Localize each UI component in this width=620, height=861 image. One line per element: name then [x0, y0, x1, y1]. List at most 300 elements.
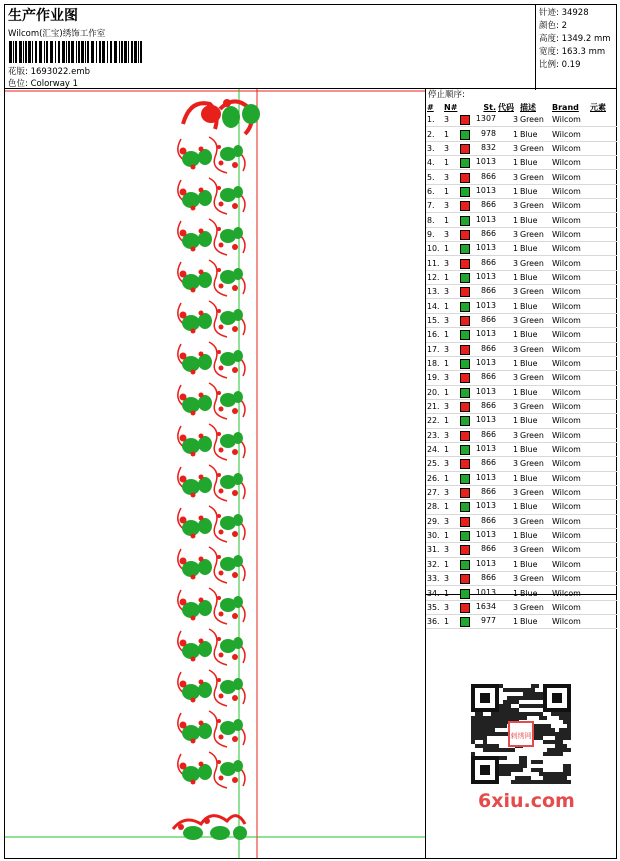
qr-module	[531, 692, 535, 696]
qr-module	[527, 692, 531, 696]
row-description: Green	[519, 113, 551, 127]
row-brand: Wilcom	[551, 586, 589, 600]
qr-module	[563, 716, 567, 720]
table-row	[426, 543, 617, 557]
row-brand: Wilcom	[551, 170, 589, 184]
qr-module	[503, 748, 507, 752]
row-stitch-count: 1013	[475, 587, 496, 597]
qr-module	[511, 688, 515, 692]
qr-module	[547, 780, 551, 784]
barcode-bar	[23, 41, 24, 63]
row-stitch-count: 866	[480, 487, 496, 497]
col-header-element: 元素	[590, 102, 606, 112]
thread-color-swatch	[460, 488, 470, 498]
row-element	[589, 615, 617, 629]
barcode-bar	[85, 41, 86, 63]
barcode-bar	[128, 41, 129, 63]
qr-module	[539, 772, 543, 776]
floral-motif	[178, 137, 245, 173]
thread-color-swatch	[460, 517, 470, 527]
qr-finder-center	[480, 693, 490, 703]
qr-module	[551, 740, 555, 744]
qr-module	[543, 732, 547, 736]
row-description: Green	[519, 485, 551, 499]
row-index: 3.	[426, 141, 443, 155]
qr-module	[559, 748, 563, 752]
qr-module	[523, 692, 527, 696]
row-needle: 3	[443, 170, 459, 184]
qr-finder-center	[480, 765, 490, 775]
col-header-code: 代码	[498, 102, 514, 112]
row-element	[589, 399, 617, 413]
row-brand: Wilcom	[551, 371, 589, 385]
row-needle: 3	[443, 485, 459, 499]
qr-module	[535, 684, 539, 688]
qr-module	[563, 732, 567, 736]
bottom-border-motif	[173, 816, 247, 840]
qr-module	[487, 728, 491, 732]
qr-module	[543, 740, 547, 744]
row-needle: 1	[443, 414, 459, 428]
row-description: Green	[519, 543, 551, 557]
row-index: 27.	[426, 485, 443, 499]
qr-module	[511, 708, 515, 712]
row-needle: 1	[443, 356, 459, 370]
row-stitch-count: 866	[480, 200, 496, 210]
qr-module	[531, 712, 535, 716]
qr-module	[519, 716, 523, 720]
stitch-count: 针迹: 34928	[539, 8, 589, 18]
row-element	[589, 572, 617, 586]
qr-module	[523, 756, 527, 760]
qr-module	[507, 708, 511, 712]
qr-module	[499, 756, 503, 760]
barcode-bar	[13, 41, 14, 63]
qr-module	[499, 684, 503, 688]
row-brand: Wilcom	[551, 199, 589, 213]
row-element	[589, 156, 617, 170]
qr-module	[559, 752, 563, 756]
row-code: 3	[497, 170, 519, 184]
thread-color-swatch	[460, 345, 470, 355]
qr-module	[523, 776, 527, 780]
row-needle: 1	[443, 270, 459, 284]
qr-module	[499, 708, 503, 712]
qr-module	[491, 724, 495, 728]
row-stitch-count: 866	[480, 314, 496, 324]
qr-module	[503, 756, 507, 760]
qr-module	[551, 752, 555, 756]
row-code: 3	[497, 285, 519, 299]
row-description: Green	[519, 313, 551, 327]
qr-module	[507, 712, 511, 716]
row-code: 1	[497, 500, 519, 514]
barcode-bar	[55, 41, 56, 63]
row-stitches	[459, 485, 497, 499]
thread-color-swatch	[460, 302, 470, 312]
row-code: 1	[497, 127, 519, 141]
qr-module	[503, 764, 507, 768]
qr-module	[479, 732, 483, 736]
row-description: Blue	[519, 270, 551, 284]
table-row	[426, 485, 617, 499]
thread-color-swatch	[460, 287, 470, 297]
qr-module	[543, 728, 547, 732]
qr-module	[487, 720, 491, 724]
qr-module	[519, 704, 523, 708]
qr-module	[535, 732, 539, 736]
row-brand: Wilcom	[551, 543, 589, 557]
qr-module	[523, 760, 527, 764]
qr-module	[491, 732, 495, 736]
row-stitch-count: 1013	[475, 157, 496, 167]
row-description: Green	[519, 457, 551, 471]
row-brand: Wilcom	[551, 227, 589, 241]
qr-module	[559, 744, 563, 748]
qr-module	[535, 768, 539, 772]
row-brand: Wilcom	[551, 328, 589, 342]
qr-module	[499, 716, 503, 720]
qr-module	[539, 760, 543, 764]
row-stitch-count: 866	[480, 286, 496, 296]
row-index: 16.	[426, 328, 443, 342]
row-element	[589, 127, 617, 141]
barcode-bar	[71, 41, 74, 63]
row-description: Blue	[519, 442, 551, 456]
qr-module	[555, 748, 559, 752]
qr-module	[499, 748, 503, 752]
thread-color-swatch	[460, 431, 470, 441]
row-code: 1	[497, 242, 519, 256]
row-brand: Wilcom	[551, 485, 589, 499]
qr-module	[531, 696, 535, 700]
qr-module	[519, 776, 523, 780]
row-brand: Wilcom	[551, 285, 589, 299]
thread-color-swatch	[460, 173, 470, 183]
row-element	[589, 256, 617, 270]
qr-module	[471, 724, 475, 728]
qr-module	[563, 736, 567, 740]
row-element	[589, 313, 617, 327]
qr-module	[567, 768, 571, 772]
floral-motif	[178, 342, 245, 378]
qr-module	[527, 688, 531, 692]
col-header-brand: Brand	[552, 102, 579, 112]
row-element	[589, 428, 617, 442]
qr-module	[551, 772, 555, 776]
row-index: 11.	[426, 256, 443, 270]
qr-module	[547, 752, 551, 756]
row-element	[589, 141, 617, 155]
qr-module	[535, 760, 539, 764]
qr-module	[515, 696, 519, 700]
row-stitches	[459, 299, 497, 313]
row-brand: Wilcom	[551, 156, 589, 170]
qr-module	[555, 752, 559, 756]
barcode-bar	[140, 41, 142, 63]
row-code: 3	[497, 256, 519, 270]
qr-module	[487, 716, 491, 720]
row-stitch-count: 1013	[475, 358, 496, 368]
qr-module	[475, 728, 479, 732]
qr-module	[519, 760, 523, 764]
qr-module	[559, 728, 563, 732]
row-stitch-count: 832	[480, 142, 496, 152]
qr-module	[567, 728, 571, 732]
table-row	[426, 270, 617, 284]
qr-module	[567, 724, 571, 728]
row-stitches	[459, 514, 497, 528]
qr-module	[567, 716, 571, 720]
qr-module	[479, 744, 483, 748]
qr-module	[531, 704, 535, 708]
row-index: 24.	[426, 442, 443, 456]
thread-color-swatch	[460, 459, 470, 469]
qr-module	[507, 716, 511, 720]
table-row	[426, 342, 617, 356]
barcode-bar	[78, 41, 80, 63]
thread-color-swatch	[460, 373, 470, 383]
row-needle: 1	[443, 615, 459, 629]
barcode-bar	[99, 41, 101, 63]
qr-module	[519, 712, 523, 716]
qr-module	[495, 748, 499, 752]
row-needle: 1	[443, 328, 459, 342]
table-row	[426, 328, 617, 342]
row-element	[589, 457, 617, 471]
qr-module	[527, 696, 531, 700]
qr-module	[515, 716, 519, 720]
row-description: Green	[519, 572, 551, 586]
row-element	[589, 285, 617, 299]
row-needle: 1	[443, 242, 459, 256]
row-brand: Wilcom	[551, 528, 589, 542]
row-index: 14.	[426, 299, 443, 313]
row-code: 1	[497, 442, 519, 456]
barcode-bar	[96, 41, 97, 63]
barcode-bar	[107, 41, 108, 63]
qr-module	[511, 748, 515, 752]
qr-module	[503, 700, 507, 704]
row-code: 3	[497, 399, 519, 413]
barcode-bar	[32, 41, 33, 63]
row-stitch-count: 1634	[475, 601, 496, 611]
qr-module	[499, 724, 503, 728]
row-brand: Wilcom	[551, 113, 589, 127]
row-index: 26.	[426, 471, 443, 485]
row-stitch-count: 1013	[475, 271, 496, 281]
barcode-bar	[66, 41, 67, 63]
row-description: Green	[519, 342, 551, 356]
qr-module	[471, 728, 475, 732]
barcode-bar	[87, 41, 89, 63]
qr-module	[563, 720, 567, 724]
row-stitch-count: 1013	[475, 558, 496, 568]
qr-module	[515, 780, 519, 784]
row-needle: 3	[443, 113, 459, 127]
row-index: 6.	[426, 184, 443, 198]
qr-module	[551, 748, 555, 752]
qr-module	[483, 720, 487, 724]
row-code: 1	[497, 299, 519, 313]
thread-color-swatch	[460, 316, 470, 326]
row-stitch-count: 866	[480, 544, 496, 554]
row-brand: Wilcom	[551, 428, 589, 442]
qr-module	[483, 736, 487, 740]
floral-motif	[178, 670, 245, 706]
qr-module	[475, 744, 479, 748]
row-brand: Wilcom	[551, 399, 589, 413]
qr-module	[519, 768, 523, 772]
qr-module	[507, 704, 511, 708]
qr-module	[511, 696, 515, 700]
thread-color-swatch	[460, 560, 470, 570]
row-code: 3	[497, 227, 519, 241]
qr-module	[559, 776, 563, 780]
row-stitch-count: 866	[480, 171, 496, 181]
qr-module	[479, 716, 483, 720]
row-needle: 3	[443, 600, 459, 614]
barcode-bar	[28, 41, 31, 63]
row-needle: 3	[443, 313, 459, 327]
floral-motif	[178, 301, 245, 337]
row-code: 3	[497, 485, 519, 499]
floral-motif	[178, 629, 245, 665]
design-file: 花版: 1693022.emb	[8, 67, 91, 77]
row-index: 12.	[426, 270, 443, 284]
qr-module	[503, 708, 507, 712]
row-stitches	[459, 528, 497, 542]
qr-module	[503, 720, 507, 724]
row-stitches	[459, 256, 497, 270]
qr-module	[543, 776, 547, 780]
row-stitch-count: 978	[480, 128, 496, 138]
row-description: Blue	[519, 471, 551, 485]
qr-module	[559, 732, 563, 736]
qr-module	[475, 724, 479, 728]
qr-module	[547, 724, 551, 728]
qr-module	[567, 772, 571, 776]
row-stitches	[459, 500, 497, 514]
row-brand: Wilcom	[551, 184, 589, 198]
qr-module	[495, 724, 499, 728]
qr-module	[491, 716, 495, 720]
qr-module	[547, 728, 551, 732]
qr-module	[503, 772, 507, 776]
top-border-motif	[183, 99, 260, 134]
row-needle: 3	[443, 457, 459, 471]
row-element	[589, 199, 617, 213]
row-description: Green	[519, 227, 551, 241]
row-description: Blue	[519, 328, 551, 342]
row-index: 4.	[426, 156, 443, 170]
row-code: 3	[497, 199, 519, 213]
row-description: Green	[519, 199, 551, 213]
qr-module	[547, 748, 551, 752]
row-stitches	[459, 615, 497, 629]
qr-module	[527, 780, 531, 784]
qr-module	[539, 712, 543, 716]
row-stitches	[459, 356, 497, 370]
row-element	[589, 600, 617, 614]
row-element	[589, 184, 617, 198]
row-stitches	[459, 471, 497, 485]
row-stitches	[459, 227, 497, 241]
row-brand: Wilcom	[551, 242, 589, 256]
table-row	[426, 141, 617, 155]
table-row	[426, 356, 617, 370]
row-description: Green	[519, 141, 551, 155]
qr-module	[543, 780, 547, 784]
row-needle: 3	[443, 399, 459, 413]
table-row	[426, 514, 617, 528]
qr-module	[503, 712, 507, 716]
qr-module	[539, 696, 543, 700]
qr-module	[511, 764, 515, 768]
row-element	[589, 227, 617, 241]
qr-module	[567, 732, 571, 736]
qr-module	[543, 716, 547, 720]
thread-color-swatch	[460, 330, 470, 340]
row-stitches	[459, 113, 497, 127]
qr-module	[479, 728, 483, 732]
thread-color-swatch	[460, 230, 470, 240]
row-stitch-count: 1307	[475, 114, 496, 124]
row-element	[589, 170, 617, 184]
qr-module	[543, 724, 547, 728]
row-code: 3	[497, 113, 519, 127]
qr-module	[559, 740, 563, 744]
row-description: Green	[519, 256, 551, 270]
qr-module	[523, 704, 527, 708]
row-needle: 3	[443, 572, 459, 586]
qr-module	[499, 704, 503, 708]
barcode-bar	[110, 41, 112, 63]
qr-module	[547, 740, 551, 744]
floral-motif	[178, 219, 245, 255]
row-needle: 1	[443, 557, 459, 571]
table-row	[426, 242, 617, 256]
thread-color-swatch	[460, 617, 470, 627]
table-row	[426, 600, 617, 614]
qr-module	[471, 740, 475, 744]
row-description: Blue	[519, 500, 551, 514]
barcode-bar	[131, 41, 133, 63]
row-index: 30.	[426, 528, 443, 542]
row-element	[589, 385, 617, 399]
row-stitches	[459, 285, 497, 299]
qr-module	[511, 768, 515, 772]
row-description: Blue	[519, 184, 551, 198]
qr-module	[491, 720, 495, 724]
qr-module	[487, 724, 491, 728]
design-scale: 比例: 0.19	[539, 60, 581, 70]
row-code: 1	[497, 615, 519, 629]
row-brand: Wilcom	[551, 457, 589, 471]
barcode-bar	[91, 41, 94, 63]
qr-module	[551, 780, 555, 784]
qr-module	[551, 728, 555, 732]
thread-color-swatch	[460, 201, 470, 211]
row-description: Blue	[519, 557, 551, 571]
color-count: 颜色: 2	[539, 21, 567, 31]
qr-module	[507, 764, 511, 768]
qr-module	[563, 764, 567, 768]
qr-module	[563, 744, 567, 748]
qr-module	[471, 752, 475, 756]
barcode-bar	[39, 41, 42, 63]
qr-module	[543, 772, 547, 776]
